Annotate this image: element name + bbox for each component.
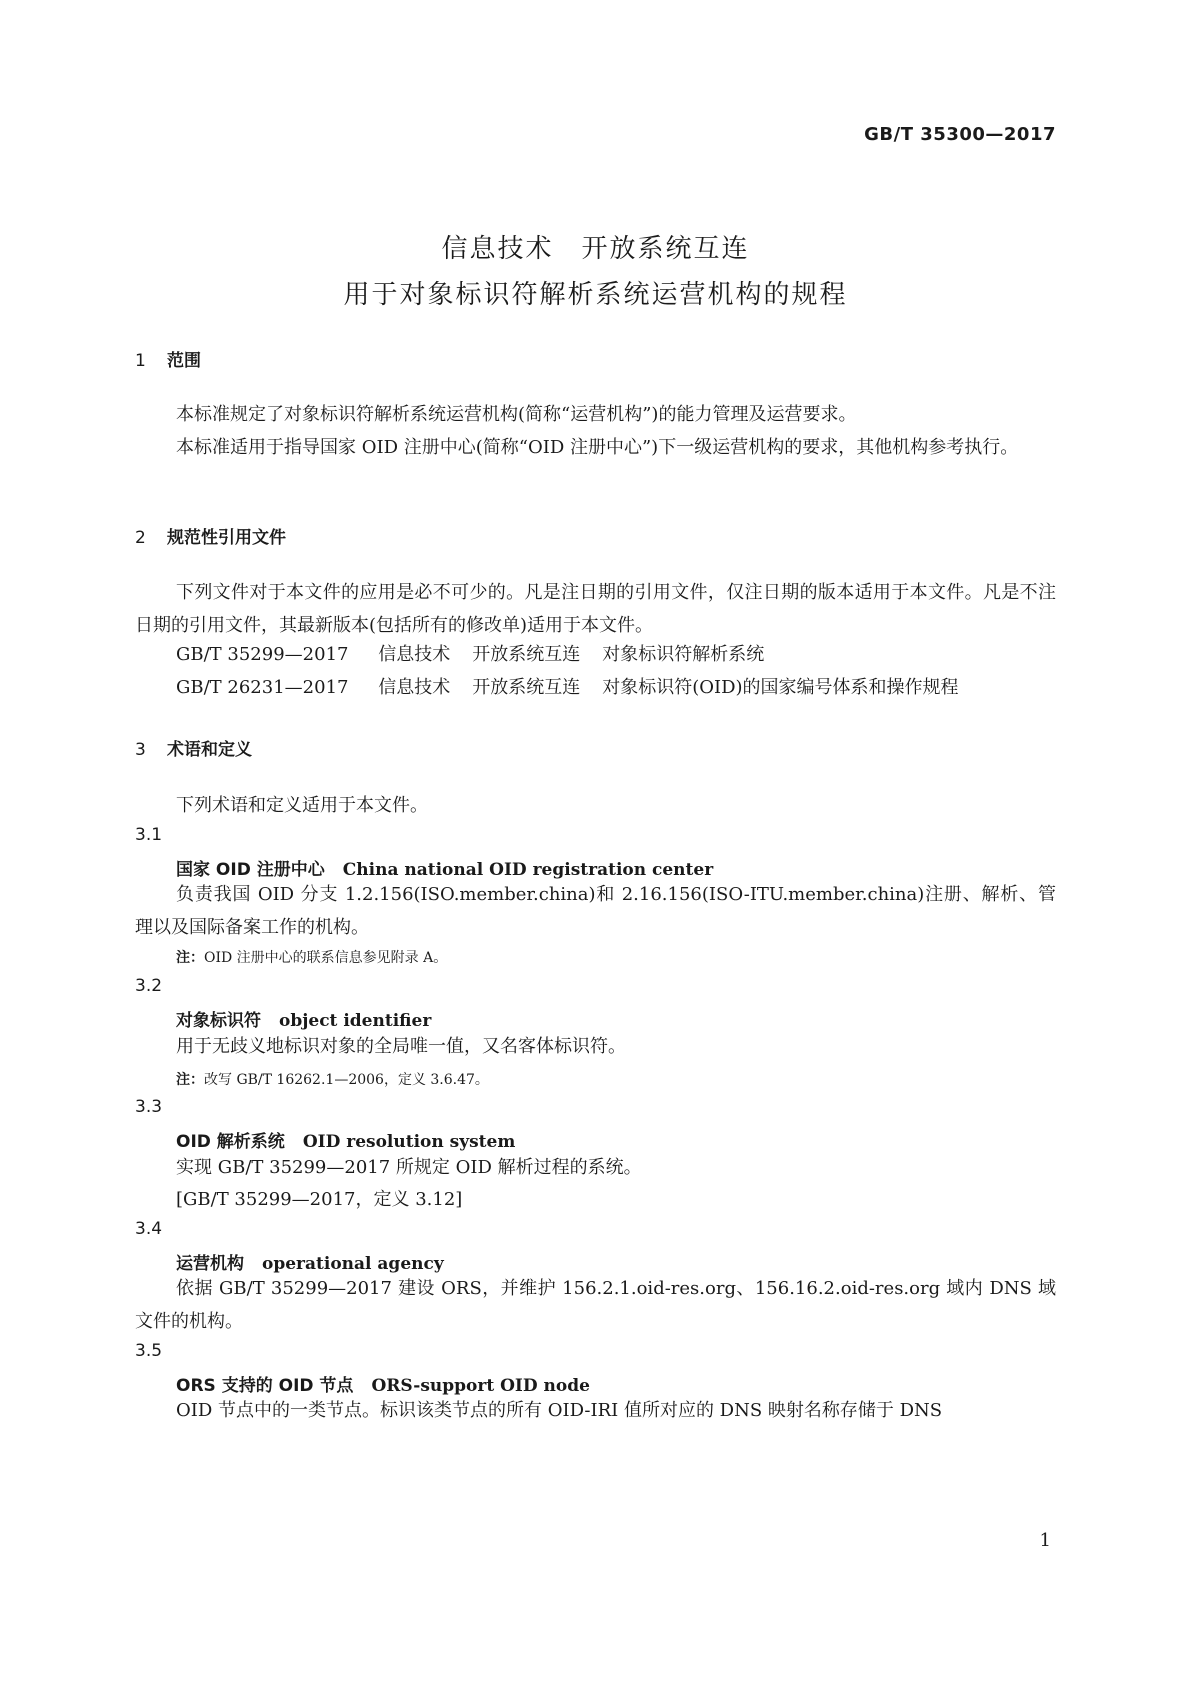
terms-intro: 下列术语和定义适用于本文件。	[176, 795, 428, 816]
reference-title-part: 信息技术	[378, 644, 451, 665]
normative-references-paragraph: 下列文件对于本文件的应用是必不可少的。凡是注日期的引用文件，仅注日期的版本适用于本文件。凡是不注日期的引用文件，其最新版本(包括所有的修改单)适用于本文件。	[135, 582, 1056, 636]
term-definition: 用于无歧义地标识对象的全局唯一值，又名客体标识符。	[176, 1036, 626, 1057]
reference-item	[176, 673, 981, 699]
note-label: 注：	[176, 1072, 204, 1088]
reference-code: GB/T 35299—2017	[176, 644, 349, 665]
term-number: 3.5	[135, 1341, 163, 1361]
reference-title-part: 对象标识符解析系统	[602, 644, 765, 665]
reference-title-part: 信息技术	[378, 677, 451, 698]
term-zh: 对象标识符	[176, 1011, 261, 1031]
reference-title-part: 开放系统互连	[472, 677, 581, 698]
term-definition: 负责我国 OID 分支 1.2.156(ISO.member.china)和 2.16.156(ISO-ITU.member.china)注册、解析、管理以及国际备案工作的机构。	[135, 884, 1056, 938]
reference-code: GB/T 26231—2017	[176, 677, 349, 698]
section-1-heading	[135, 346, 201, 371]
reference-title-part: 开放系统互连	[472, 644, 581, 665]
standard-number: GB/T 35300—2017	[864, 124, 1056, 145]
section-2-heading	[135, 523, 286, 548]
note-text: 改写 GB/T 16262.1—2006，定义 3.6.47。	[204, 1072, 489, 1088]
section-title: 规范性引用文件	[167, 528, 286, 548]
term-name	[176, 1371, 590, 1396]
term-en: China national OID registration center	[342, 860, 714, 880]
term-zh: 国家 OID 注册中心	[176, 860, 325, 880]
note-label: 注：	[176, 950, 204, 966]
document-title-line2: 用于对象标识符解析系统运营机构的规程	[343, 280, 848, 310]
scope-paragraph-2: 本标准适用于指导国家 OID 注册中心(简称“OID 注册中心”)下一级运营机构的要求，其他机构参考执行。	[176, 437, 1019, 458]
term-zh: OID 解析系统	[176, 1132, 285, 1152]
term-en: object identifier	[279, 1011, 432, 1031]
term-en: operational agency	[262, 1254, 444, 1274]
term-en: ORS-support OID node	[371, 1376, 590, 1396]
term-number: 3.4	[135, 1219, 163, 1239]
term-name	[176, 1006, 431, 1031]
term-zh: ORS 支持的 OID 节点	[176, 1376, 354, 1396]
note-text: OID 注册中心的联系信息参见附录 A。	[204, 950, 448, 966]
term-zh: 运营机构	[176, 1254, 244, 1274]
section-title: 术语和定义	[167, 740, 252, 760]
reference-item	[176, 640, 786, 666]
term-number: 3.2	[135, 976, 163, 996]
section-3-heading	[135, 735, 252, 760]
term-number: 3.3	[135, 1097, 163, 1117]
term-definition: OID 节点中的一类节点。标识该类节点的所有 OID-IRI 值所对应的 DNS 映射名称存储于 DNS	[176, 1400, 943, 1421]
reference-title-part: 对象标识符(OID)的国家编号体系和操作规程	[602, 677, 959, 698]
section-number: 3	[135, 740, 146, 760]
term-name	[176, 1249, 444, 1274]
term-number: 3.1	[135, 825, 163, 845]
term-name	[176, 1127, 515, 1152]
document-title-line1: 信息技术 开放系统互连	[441, 234, 750, 264]
term-name	[176, 855, 713, 880]
term-note	[176, 1069, 489, 1089]
term-note	[176, 947, 447, 967]
term-en: OID resolution system	[302, 1132, 516, 1152]
scope-paragraph-1: 本标准规定了对象标识符解析系统运营机构(简称“运营机构”)的能力管理及运营要求。	[176, 404, 857, 425]
page-number: 1	[1039, 1530, 1051, 1551]
term-definition: 实现 GB/T 35299—2017 所规定 OID 解析过程的系统。	[176, 1157, 642, 1178]
section-number: 1	[135, 351, 146, 371]
section-number: 2	[135, 528, 146, 548]
term-source: [GB/T 35299—2017，定义 3.12]	[176, 1189, 463, 1210]
term-definition: 依据 GB/T 35299—2017 建设 ORS，并维护 156.2.1.oid-res.org、156.16.2.oid-res.org 域内 DNS 域文件的机构。	[135, 1278, 1056, 1332]
section-title: 范围	[167, 351, 201, 371]
